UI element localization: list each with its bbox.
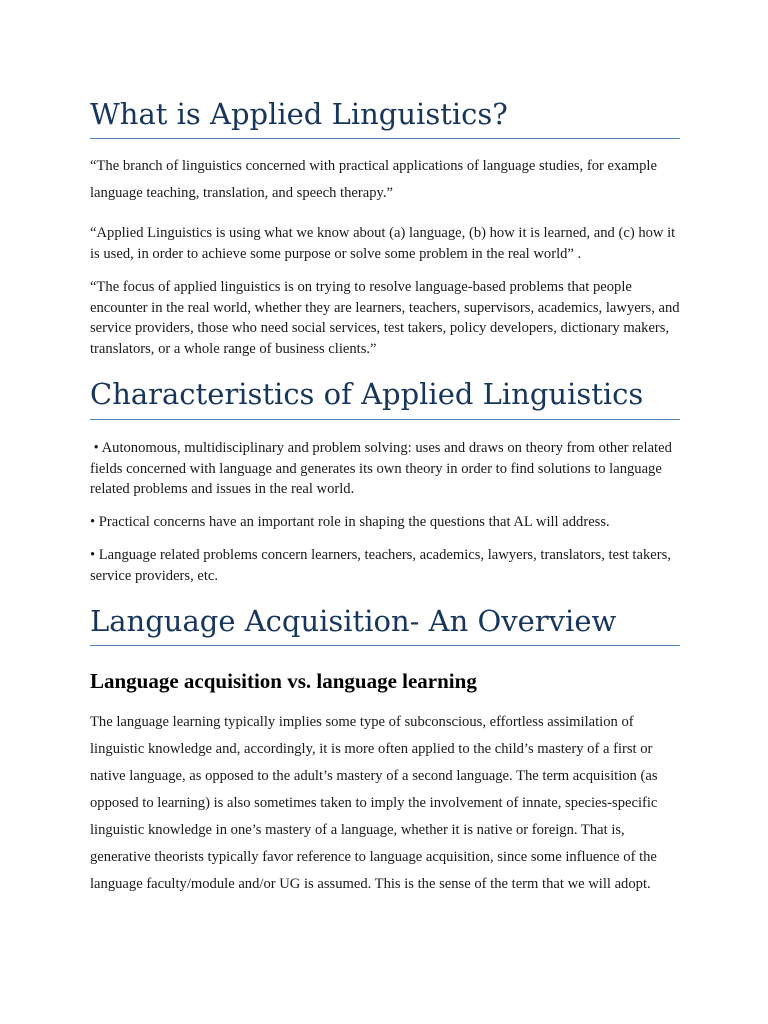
definition-paragraph-1: “The branch of linguistics concerned with practical applications of language studies, for example language teaching, translation, and speech therapy.” (90, 158, 657, 201)
heading-underline (90, 138, 680, 139)
definition-paragraph-2: “Applied Linguistics is using what we know about (a) language, (b) how it is learned, and (c) how it is used, in order to achieve some purpose or solve some problem in the real world” . (90, 225, 676, 262)
heading-language-acquisition-overview: Language Acquisition- An Overview (90, 604, 617, 638)
heading-characteristics: Characteristics of Applied Linguistics (90, 377, 644, 411)
heading-what-is-applied-linguistics: What is Applied Linguistics? (90, 97, 508, 131)
bullet-item-3: • Language related problems concern learners, teachers, academics, lawyers, translators, test takers, service providers, etc. (90, 547, 671, 584)
heading-underline (90, 419, 680, 420)
heading-underline (90, 645, 680, 646)
bullet-item-2: • Practical concerns have an important role in shaping the questions that AL will address. (90, 514, 610, 530)
definition-paragraph-3: “The focus of applied linguistics is on trying to resolve language-based problems that people encounter in the real world, whether they are learners, teachers, supervisors, academics, lawyers, and service providers, those who need social services, test takers, policy developers, dictionary makers, translators, or a whole range of business clients.” (90, 279, 680, 357)
bullet-item-1: • Autonomous, multidisciplinary and problem solving: uses and draws on theory from other related fields concerned with language and generates its own theory in order to find solutions to language related problems and issues in the real world. (90, 440, 676, 497)
body-paragraph: The language learning typically implies some type of subconscious, effortless assimilation of linguistic knowledge and, accordingly, it is more often applied to the child’s mastery of a first or native language, as opposed to the adult’s mastery of a second language. The term acquisition (as opposed to learning) is also sometimes taken to imply the involvement of innate, species-specific linguistic knowledge in one’s mastery of a language, whether it is native or foreign. That is, generative theorists typically favor reference to language acquisition, since some influence of the language faculty/module and/or UG is assumed. This is the sense of the term that we will adopt. (90, 714, 658, 892)
subheading-acquisition-vs-learning: Language acquisition vs. language learning (90, 669, 477, 693)
